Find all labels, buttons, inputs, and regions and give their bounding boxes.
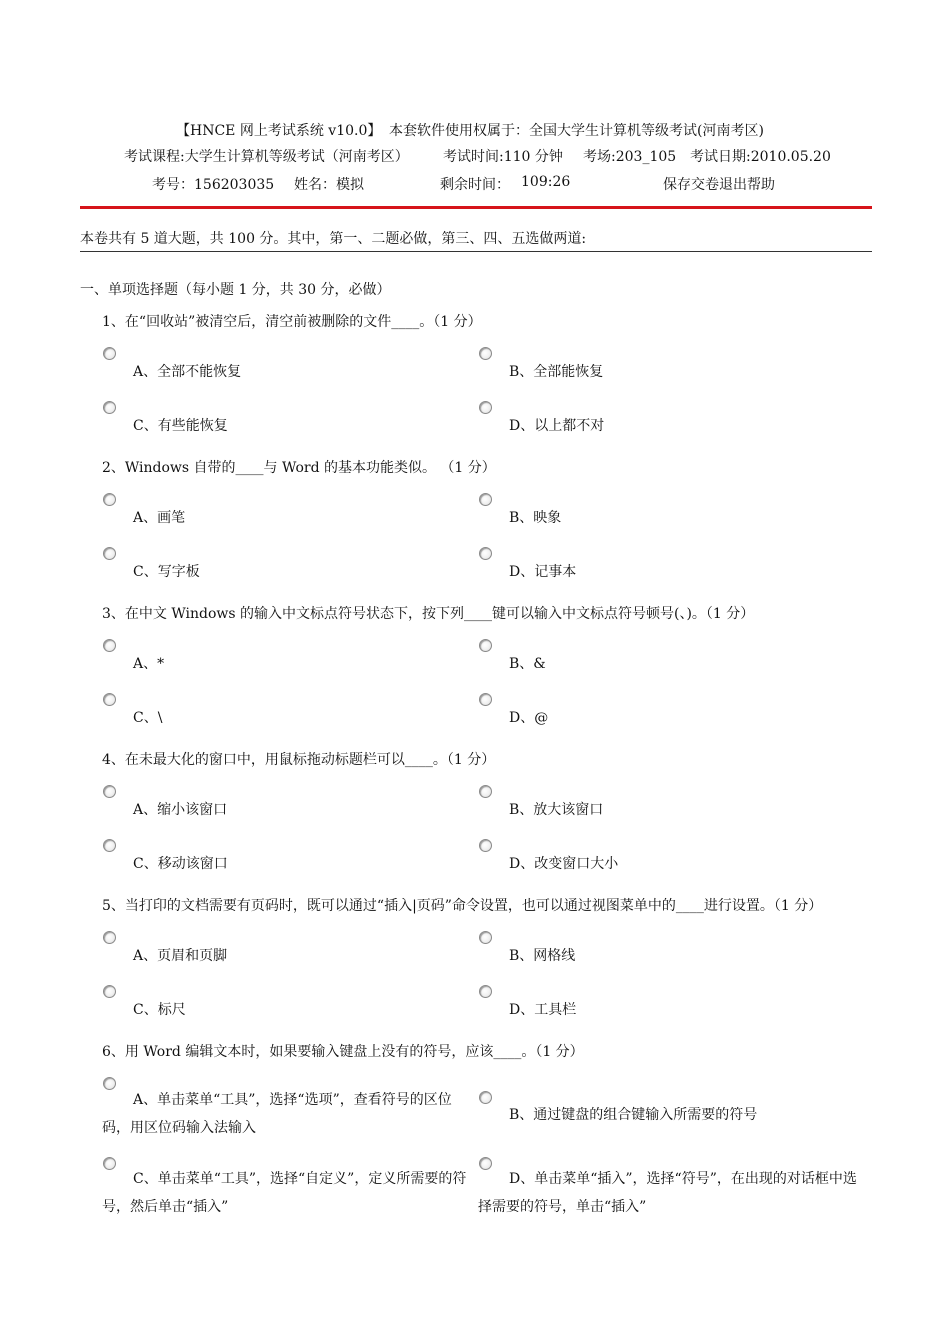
section-title: 一、单项选择题（每小题 1 分，共 30 分，必做） (80, 282, 391, 298)
q3-option-a: A、* (133, 656, 165, 672)
q5-option-a: A、页眉和页脚 (133, 948, 228, 964)
q1-option-b: B、全部能恢复 (509, 364, 604, 380)
q1-option-c: C、有些能恢复 (133, 418, 228, 434)
q6-option-c: C、单击菜单“工具”，选择“自定义”，定义所需要的符号，然后单击“插入” (102, 1171, 467, 1215)
radio-q4-a[interactable] (103, 785, 116, 798)
exam-date: 考试日期:2010.05.20 (690, 149, 831, 165)
q3-option-c: C、\ (133, 710, 163, 726)
candidate-name: 姓名：模拟 (294, 177, 364, 193)
radio-q4-c[interactable] (103, 839, 116, 852)
header-divider (80, 206, 872, 209)
q6-option-d: D、单击菜单“插入”，选择“符号”，在出现的对话框中选择需要的符号，单击“插入” (478, 1171, 857, 1215)
radio-q4-b[interactable] (479, 785, 492, 798)
intro-divider (80, 251, 872, 252)
q5-option-c: C、标尺 (133, 1002, 186, 1018)
question-2-text: 2、Windows 自带的____与 Word 的基本功能类似。 （1 分） (102, 460, 496, 476)
rights-notice: 本套软件使用权属于：全国大学生计算机等级考试(河南考区) (389, 123, 764, 139)
radio-q6-b[interactable] (479, 1091, 492, 1104)
q1-option-a: A、全部不能恢复 (133, 364, 242, 380)
question-4-text: 4、在未最大化的窗口中，用鼠标拖动标题栏可以____。（1 分） (102, 752, 496, 768)
question-3-text: 3、在中文 Windows 的输入中文标点符号状态下，按下列____键可以输入中文标点符号顿号(、)。（1 分） (102, 606, 755, 622)
radio-q1-a[interactable] (103, 347, 116, 360)
radio-q1-b[interactable] (479, 347, 492, 360)
exam-course: 考试课程:大学生计算机等级考试（河南考区） (124, 149, 409, 165)
radio-q1-d[interactable] (479, 401, 492, 414)
q6-option-a: A、单击菜单“工具”，选择“选项”，查看符号的区位码，用区位码输入法输入 (102, 1092, 452, 1136)
q3-option-b: B、& (509, 656, 546, 672)
paper-intro: 本卷共有 5 道大题，共 100 分。其中，第一、二题必做，第三、四、五选做两道: (80, 231, 587, 247)
q6-option-b: B、通过键盘的组合键输入所需要的符号 (509, 1107, 758, 1123)
header-actions[interactable]: 保存交卷退出帮助 (663, 177, 775, 193)
q2-option-d: D、记事本 (509, 564, 577, 580)
radio-q3-b[interactable] (479, 639, 492, 652)
radio-q5-a[interactable] (103, 931, 116, 944)
radio-q3-d[interactable] (479, 693, 492, 706)
q2-option-a: A、画笔 (133, 510, 186, 526)
radio-q2-a[interactable] (103, 493, 116, 506)
radio-q4-d[interactable] (479, 839, 492, 852)
question-5-text: 5、当打印的文档需要有页码时，既可以通过“插入|页码”命令设置，也可以通过视图菜单中的____进行设置。（1 分） (102, 898, 823, 914)
q2-option-c: C、写字板 (133, 564, 200, 580)
exam-duration: 考试时间:110 分钟 (443, 149, 563, 165)
q4-option-d: D、改变窗口大小 (509, 856, 619, 872)
radio-q2-d[interactable] (479, 547, 492, 560)
exam-number: 考号：156203035 (152, 177, 275, 193)
q2-option-b: B、映象 (509, 510, 562, 526)
remaining-time-value: 109:26 (521, 174, 571, 190)
question-6-text: 6、用 Word 编辑文本时，如果要输入键盘上没有的符号，应该____。（1 分） (102, 1044, 584, 1060)
radio-q3-a[interactable] (103, 639, 116, 652)
q4-option-a: A、缩小该窗口 (133, 802, 228, 818)
radio-q3-c[interactable] (103, 693, 116, 706)
exam-room: 考场:203_105 (583, 149, 677, 165)
remaining-time-label: 剩余时间： (440, 177, 510, 193)
q5-option-d: D、工具栏 (509, 1002, 577, 1018)
radio-q2-b[interactable] (479, 493, 492, 506)
q1-option-d: D、以上都不对 (509, 418, 605, 434)
q4-option-b: B、放大该窗口 (509, 802, 604, 818)
question-1-text: 1、在“回收站”被清空后，清空前被删除的文件____。（1 分） (102, 314, 482, 330)
radio-q2-c[interactable] (103, 547, 116, 560)
radio-q5-b[interactable] (479, 931, 492, 944)
radio-q5-c[interactable] (103, 985, 116, 998)
radio-q5-d[interactable] (479, 985, 492, 998)
q5-option-b: B、网格线 (509, 948, 576, 964)
system-title: 【HNCE 网上考试系统 v10.0】 (176, 123, 382, 139)
q3-option-d: D、@ (509, 710, 549, 726)
q4-option-c: C、移动该窗口 (133, 856, 228, 872)
radio-q1-c[interactable] (103, 401, 116, 414)
